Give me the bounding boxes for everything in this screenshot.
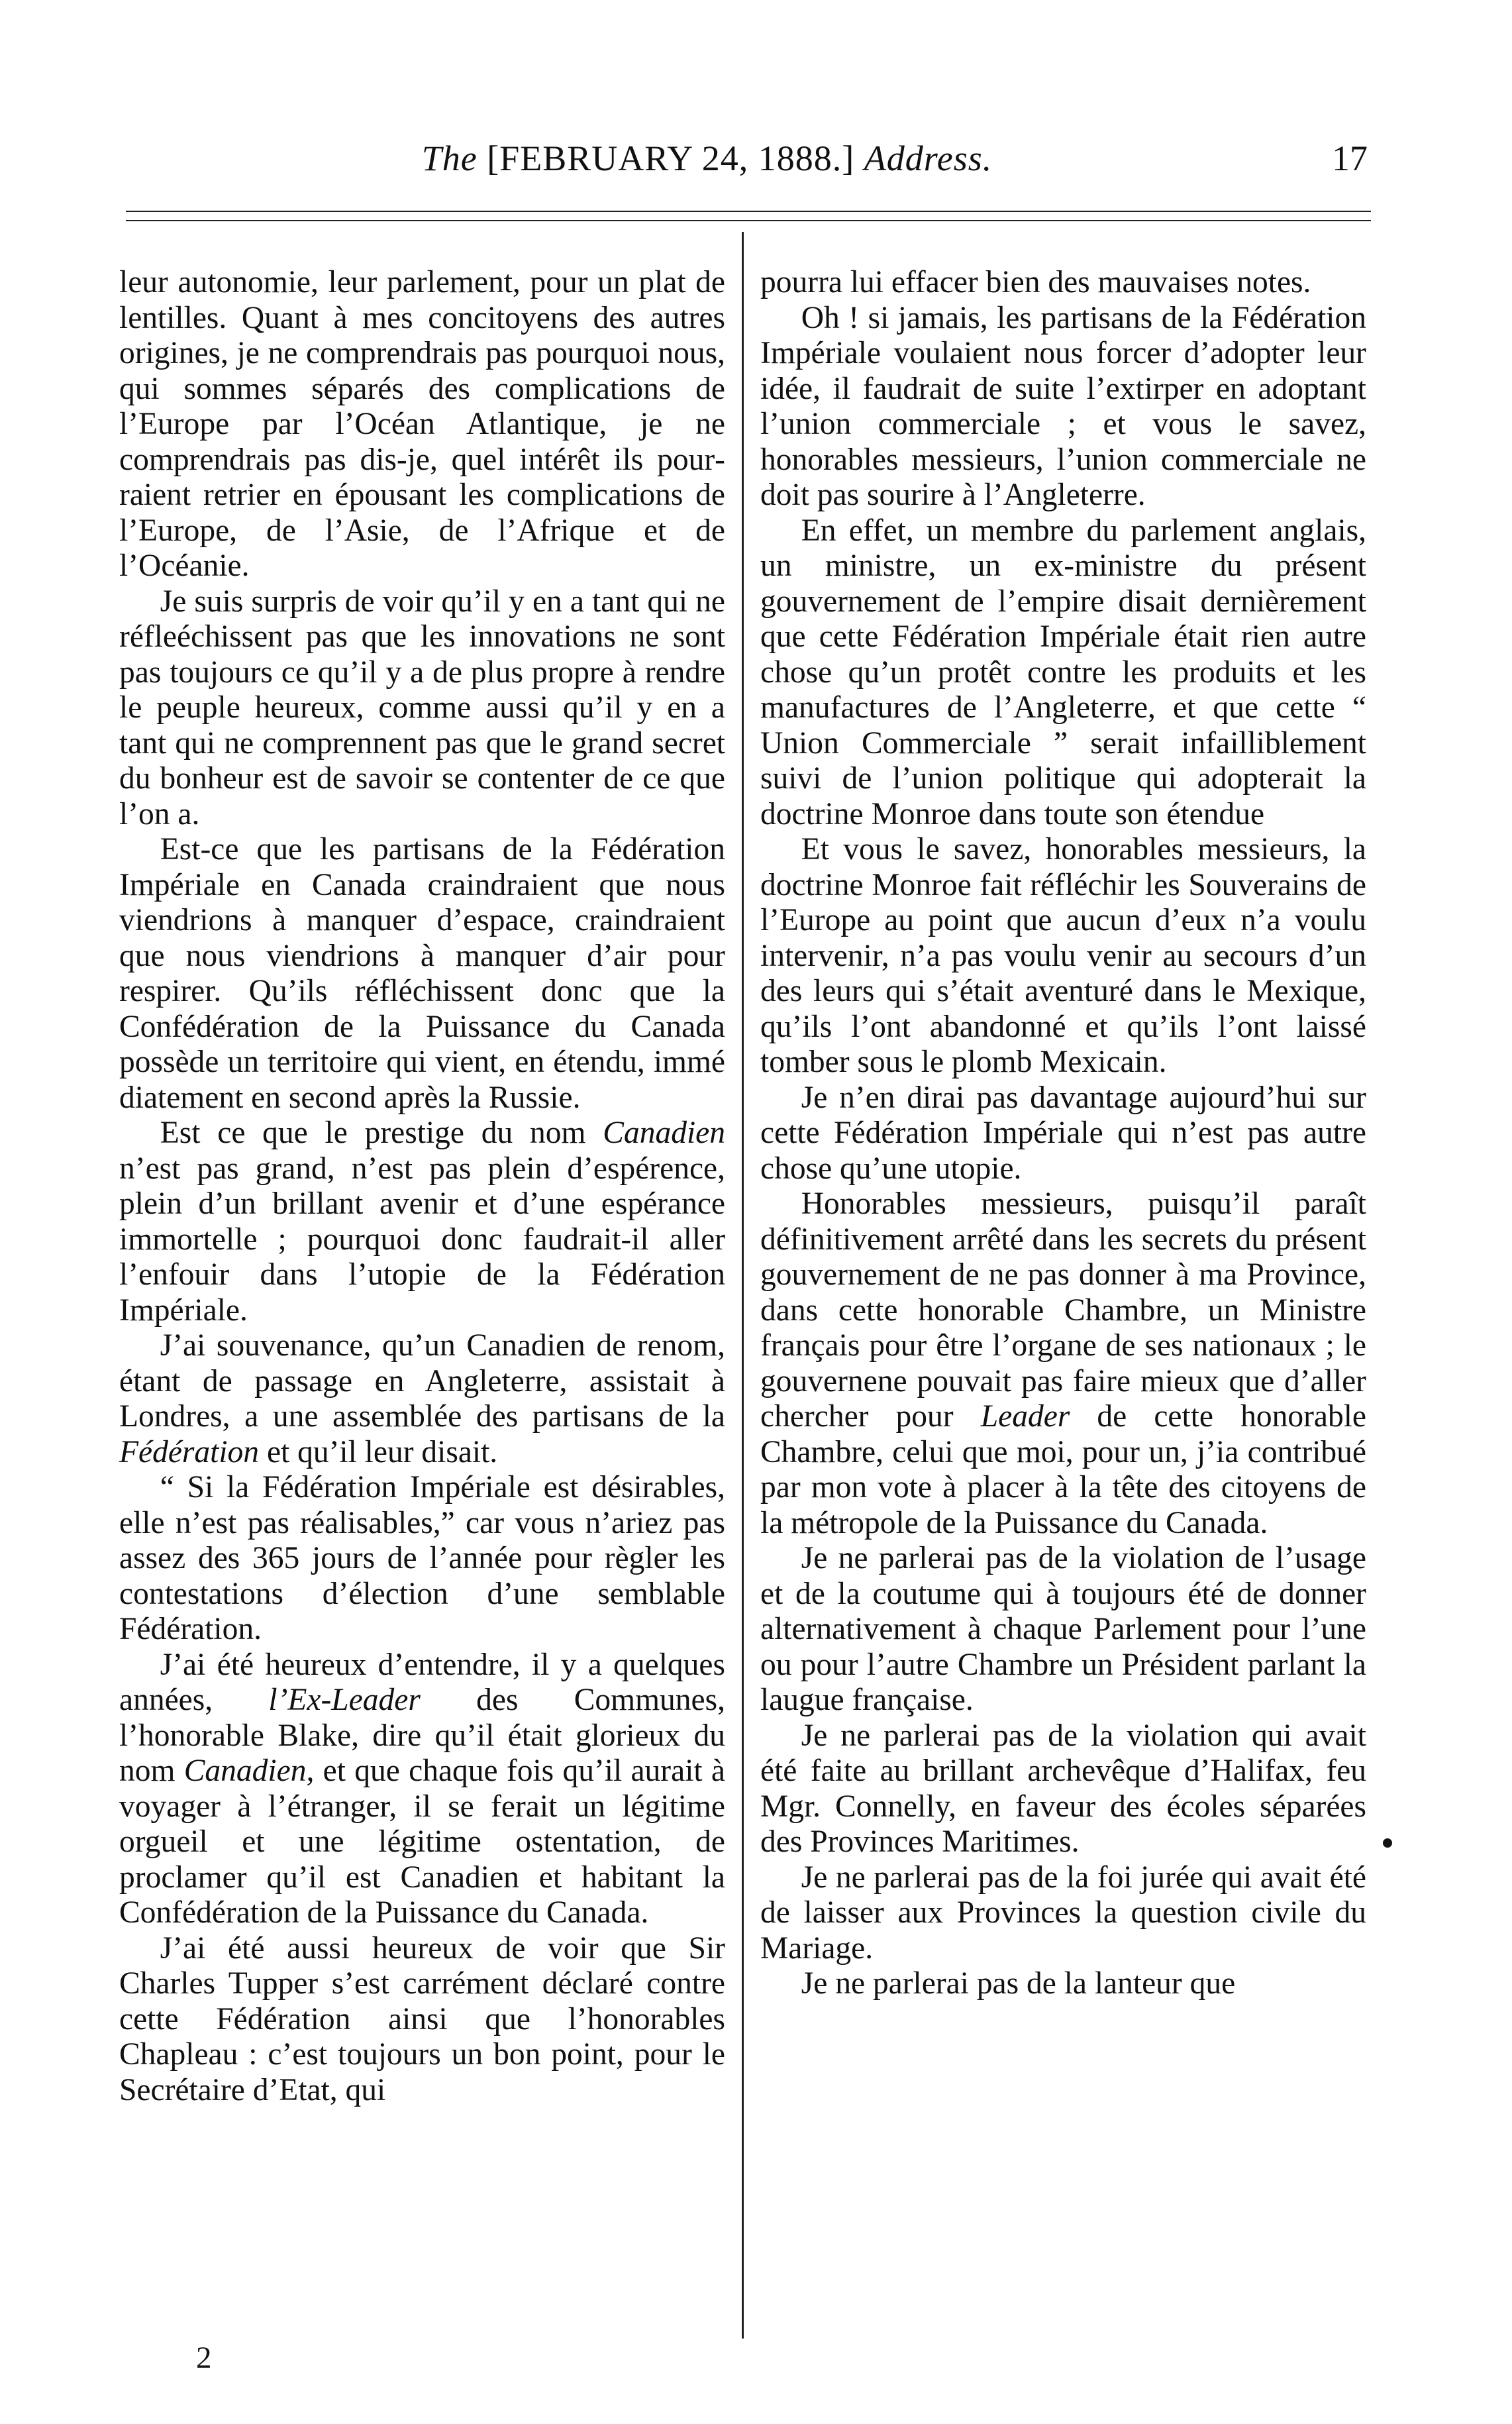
italic-text: Fédération xyxy=(119,1434,260,1469)
left-column xyxy=(119,265,725,2108)
text-run: J’ai souvenance, qu’un Canadien de renom, étant de passage en Angleterre, assistait à Londres, a une assemblée des partisans de la xyxy=(119,1328,725,1434)
paragraph xyxy=(760,1186,1366,1541)
italic-text: Leader xyxy=(980,1399,1070,1434)
paragraph: “ Si la Fédération Impériale est désirables, elle n’est pas réalisables,” car vous n’ariez pas assez des 365 jours de l’année pour règler les contestations d’élection d’une semblable Fédération. xyxy=(119,1470,725,1646)
ink-speck xyxy=(1383,1838,1392,1848)
italic-text: l’Ex-Leader xyxy=(268,1683,421,1717)
paragraph xyxy=(119,1328,725,1470)
paragraph: leur autonomie, leur parlement, pour un plat de lentilles. Quant à mes concitoyens des autres origines, je ne comprendrais pas pourquoi nous, qui sommes séparés des complications de l’Europe par l’Océan Atlantique, je ne comprendrais pas dis-je, quel intérêt ils pourraient retrier en épousant les complications de l’Europe, de l’Asie, de l’Afrique et de l’Océanie. xyxy=(119,265,725,583)
column-divider xyxy=(742,232,744,2339)
paragraph: Est-ce que les partisans de la Fédération Impériale en Canada craindraient que nous viendrions à manquer d’espace, craindraient que nous viendrions à manquer d’air pour respirer. Qu’ils réfléchissent donc que la Confédération de la Puissance du Canada possède un territoire qui vient, en étendu, immé diatement en second après la Russie. xyxy=(119,832,725,1115)
text-run: Est ce que le prestige du nom xyxy=(160,1116,603,1150)
running-head-left: The xyxy=(421,138,478,178)
text-run: des Communes, l’honorable Blake, dire qu’il était glorieux du nom xyxy=(119,1683,725,1788)
text-run: et qu’il leur disait. xyxy=(259,1434,498,1469)
italic-text: Canadien, xyxy=(183,1754,315,1788)
paragraph: Je ne parlerai pas de la violation qui avait été faite au brillant archevêque d’Halifax, feu Mgr. Connelly, en faveur des écoles séparées des Provinces Maritimes. xyxy=(760,1718,1366,1859)
italic-text: Canadien xyxy=(603,1116,725,1150)
text-run: n’est pas grand, n’est pas plein d’espérence, plein d’un brillant avenir et d’une espérance immortelle ; pourquoi donc faudrait-il aller l’enfouir dans l’utopie de la Fédération Impériale. xyxy=(119,1151,725,1328)
paragraph: J’ai été aussi heureux de voir que Sir Charles Tupper s’est carrément déclaré contre cette Fédération ainsi que l’honorables Chapleau : c’est toujours un bon point, pour le Secrétaire d’Etat, qui xyxy=(119,1930,725,2107)
running-head xyxy=(126,138,1288,179)
paragraph: En effet, un membre du parlement anglais, un ministre, un ex-ministre du présent gouvernement de l’empire disait dernièrement que cette Fédération Impériale était rien autre chose qu’un protêt contre les produits et les manufactures de l’Angleterre, et que cette “ Union Commerciale ” serait infailliblement suivi de l’union politique qui adopterait la doctrine Monroe dans toute son étendue xyxy=(760,513,1366,831)
paragraph: Je ne parlerai pas de la violation de l’usage et de la coutume qui à toujours été de donner alternativement à chaque Parlement pour l’une ou pour l’autre Chambre un Président parlant la laugue française. xyxy=(760,1541,1366,1717)
paragraph xyxy=(119,1648,725,1931)
page-number: 17 xyxy=(1332,138,1368,178)
paragraph xyxy=(119,1116,725,1328)
text-run: J’ai été heureux d’entendre, il y a quelques années, xyxy=(119,1647,725,1717)
running-head-right: Address. xyxy=(864,138,993,178)
paragraph: Oh ! si jamais, les partisans de la Fédération Impériale voulaient nous forcer d’adopter leur idée, il faudrait de suite l’extirper en adoptant l’union commerciale ; et vous le savez, honorables messieurs, l’union commerciale ne doit pas sourire à l’Angleterre. xyxy=(760,300,1366,512)
paragraph: Je n’en dirai pas davantage aujourd’hui sur cette Fédération Impériale qui n’est pas autre chose qu’une utopie. xyxy=(760,1080,1366,1186)
paragraph: Je suis surpris de voir qu’il y en a tant qui ne réfleéchissent pas que les innovations ne sont pas toujours ce qu’il y a de plus propre à rendre le peuple heureux, comme aussi qu’il y en a tant qui ne comprennent pas que le grand secret du bonheur est de savoir se contenter de ce que l’on a. xyxy=(119,584,725,831)
header-rule-top xyxy=(126,211,1371,212)
text-run: Honorables messieurs, puisqu’il paraît définitivement arrêté dans les secrets du présent gouvernement de ne pas donner à ma Province, dans cette honorable Chambre, un Ministre français pour être l’organe de ses nationaux ; le gouvernene pouvait pas faire mieux que d’aller chercher pour xyxy=(760,1186,1366,1434)
paragraph: pourra lui effacer bien des mauvaises notes. xyxy=(760,265,1311,299)
paragraph: Je ne parlerai pas de la foi jurée qui avait été de laisser aux Provinces la question civile du Mariage. xyxy=(760,1860,1366,1966)
paragraph: Et vous le savez, honorables messieurs, la doctrine Monroe fait réfléchir les Souverains de l’Europe au point que aucun d’eux n’a voulu intervenir, n’a pas voulu venir au secours d’un des leurs qui s’était aventuré dans le Mexique, qu’ils l’ont abandonné et qu’ils l’ont laissé tomber sous le plomb Mexicain. xyxy=(760,832,1366,1079)
running-head-date: [FEBRUARY 24, 1888.] xyxy=(487,138,855,178)
running-header xyxy=(126,132,1368,185)
signature-mark: 2 xyxy=(196,2341,212,2375)
right-column xyxy=(760,265,1366,2002)
header-rule-bottom xyxy=(126,220,1371,221)
paragraph: Je ne parlerai pas de la lanteur que xyxy=(801,1966,1236,2001)
text-run: et que chaque fois qu’il aurait à voyager à l’étranger, il se ferait un légitime orgueil et une légitime ostentation, de proclamer qu’il est Canadien et habitant la Confédération de la Puissance du Canada. xyxy=(119,1754,725,1930)
text-run: de cette honorable Chambre, celui que moi, pour un, j’ia contribué par mon vote à placer à la tête des citoyens de la métropole de la Puissance du Canada. xyxy=(760,1399,1366,1540)
